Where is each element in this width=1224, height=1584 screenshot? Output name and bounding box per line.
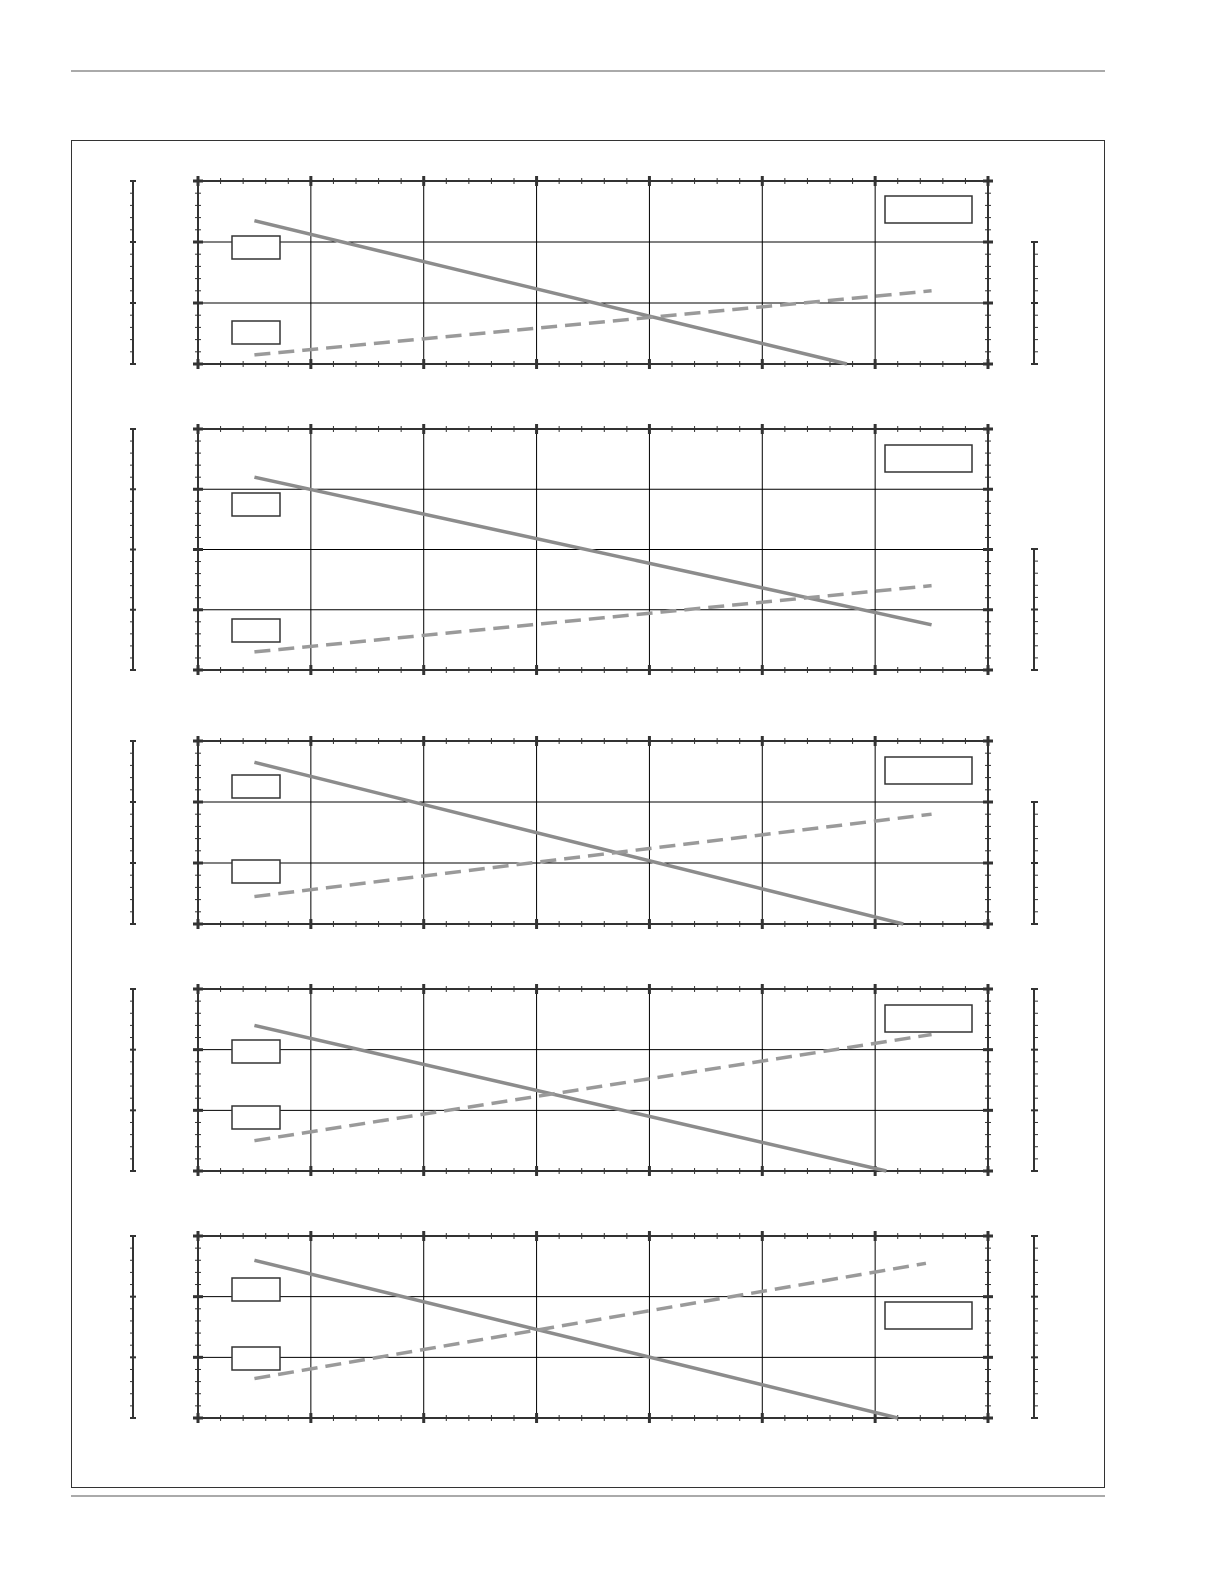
legend-box [885,445,972,472]
series-line-dashed [254,291,931,355]
label-box-2 [232,619,280,642]
series-line-dashed [254,814,931,896]
label-box-2 [232,321,280,344]
legend-box [885,196,972,223]
series-line-solid [254,1025,886,1171]
series-line-dashed [254,586,931,652]
label-box-2 [232,1347,280,1370]
legend-box [885,1302,972,1329]
label-box-1 [232,1278,280,1301]
charts-layer [130,176,1038,1423]
legend-box [885,1005,972,1032]
series-line-solid [254,477,931,625]
plot-border [198,1236,988,1418]
chart-5 [130,1231,1038,1423]
label-box-2 [232,1106,280,1129]
label-box-2 [232,860,280,883]
chart-1 [130,176,1038,369]
label-box-1 [232,775,280,798]
plot-border [198,181,988,364]
series-line-solid [254,762,903,924]
label-box-1 [232,236,280,259]
chart-3 [130,736,1038,929]
chart-4 [130,984,1038,1176]
plot-border [198,741,988,924]
plot-border [198,989,988,1171]
chart-2 [130,424,1038,675]
label-box-1 [232,493,280,516]
legend-box [885,757,972,784]
figure-frame [72,141,1105,1488]
series-line-dashed [254,1263,926,1378]
label-box-1 [232,1040,280,1063]
